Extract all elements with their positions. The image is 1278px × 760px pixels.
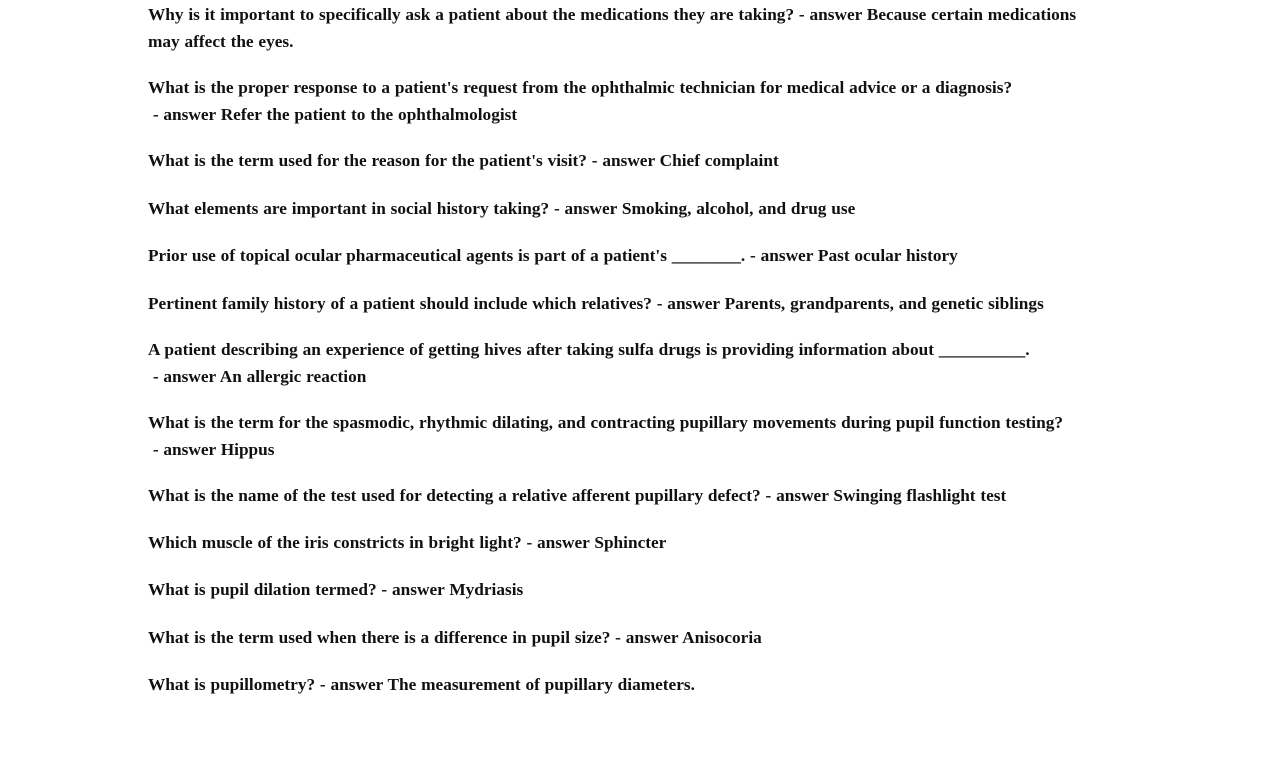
qa-item [148,75,1108,128]
answer-separator: - answer [610,627,683,647]
qa-item [148,483,1108,510]
question-text: What is the proper response to a patient's request from the ophthalmic technician for medical advice or a diagnosis? [148,78,1013,97]
answer-text: Because certain medications may affect the eyes. [148,5,1077,51]
answer-text: The measurement of pupillary diameters. [387,675,695,694]
answer-text: Hippus [220,439,275,459]
question-text: What is the term used when there is a difference in pupil size? [148,627,611,647]
question-text: What is pupil dilation termed? [148,580,377,599]
qa-item [148,243,1108,270]
answer-text: Anisocoria [682,627,762,647]
answer-separator: - answer [549,198,622,218]
answer-separator: - answer [148,366,220,386]
question-text: What is pupillometry? [148,675,316,694]
question-text: Why is it important to specifically ask a patient about the medications they are taking? [148,5,795,24]
answer-separator: - answer [651,293,725,313]
answer-separator: - answer [376,580,450,599]
question-text: What is the name of the test used for detecting a relative afferent pupillary defect? [148,486,761,505]
qa-item [148,291,1108,318]
answer-separator: - answer [745,246,818,265]
answer-text: Swinging flashlight test [833,486,1007,505]
answer-separator: - answer [760,486,834,505]
qa-item [148,625,1108,652]
qa-item [148,672,1108,699]
answer-text: Chief complaint [659,151,779,170]
answer-separator: - answer [521,532,595,552]
answer-text: Past ocular history [817,246,958,265]
answer-text: Smoking, alcohol, and drug use [621,198,856,218]
question-text: What is the term used for the reason for the patient's visit? [148,151,587,170]
qa-item [148,196,1108,223]
answer-separator: - answer [148,439,221,459]
qa-item [148,530,1108,557]
answer-separator: - answer [586,151,660,170]
answer-text: An allergic reaction [219,366,367,386]
qa-item [148,337,1108,390]
answer-separator: - answer [315,675,388,694]
answer-text: Refer the patient to the ophthalmologist [220,104,518,124]
answer-text: Parents, grandparents, and genetic siblings [724,293,1044,313]
qa-item [148,410,1108,463]
qa-item [148,2,1108,55]
question-text: A patient describing an experience of getting hives after taking sulfa drugs is providing information about __________. [148,340,1030,359]
qa-list [148,2,1108,720]
answer-separator: - answer [148,104,221,124]
answer-separator: - answer [794,5,867,24]
question-text: What is the term for the spasmodic, rhythmic dilating, and contracting pupillary movements during pupil function testing? [148,413,1063,432]
qa-item [148,577,1108,604]
qa-item [148,148,1108,175]
answer-text: Mydriasis [449,580,524,599]
question-text: What elements are important in social history taking? [148,198,550,218]
question-text: Prior use of topical ocular pharmaceutical agents is part of a patient's ________. [148,246,746,265]
question-text: Which muscle of the iris constricts in bright light? [148,532,522,552]
answer-text: Sphincter [594,532,667,552]
question-text: Pertinent family history of a patient should include which relatives? [148,293,652,313]
